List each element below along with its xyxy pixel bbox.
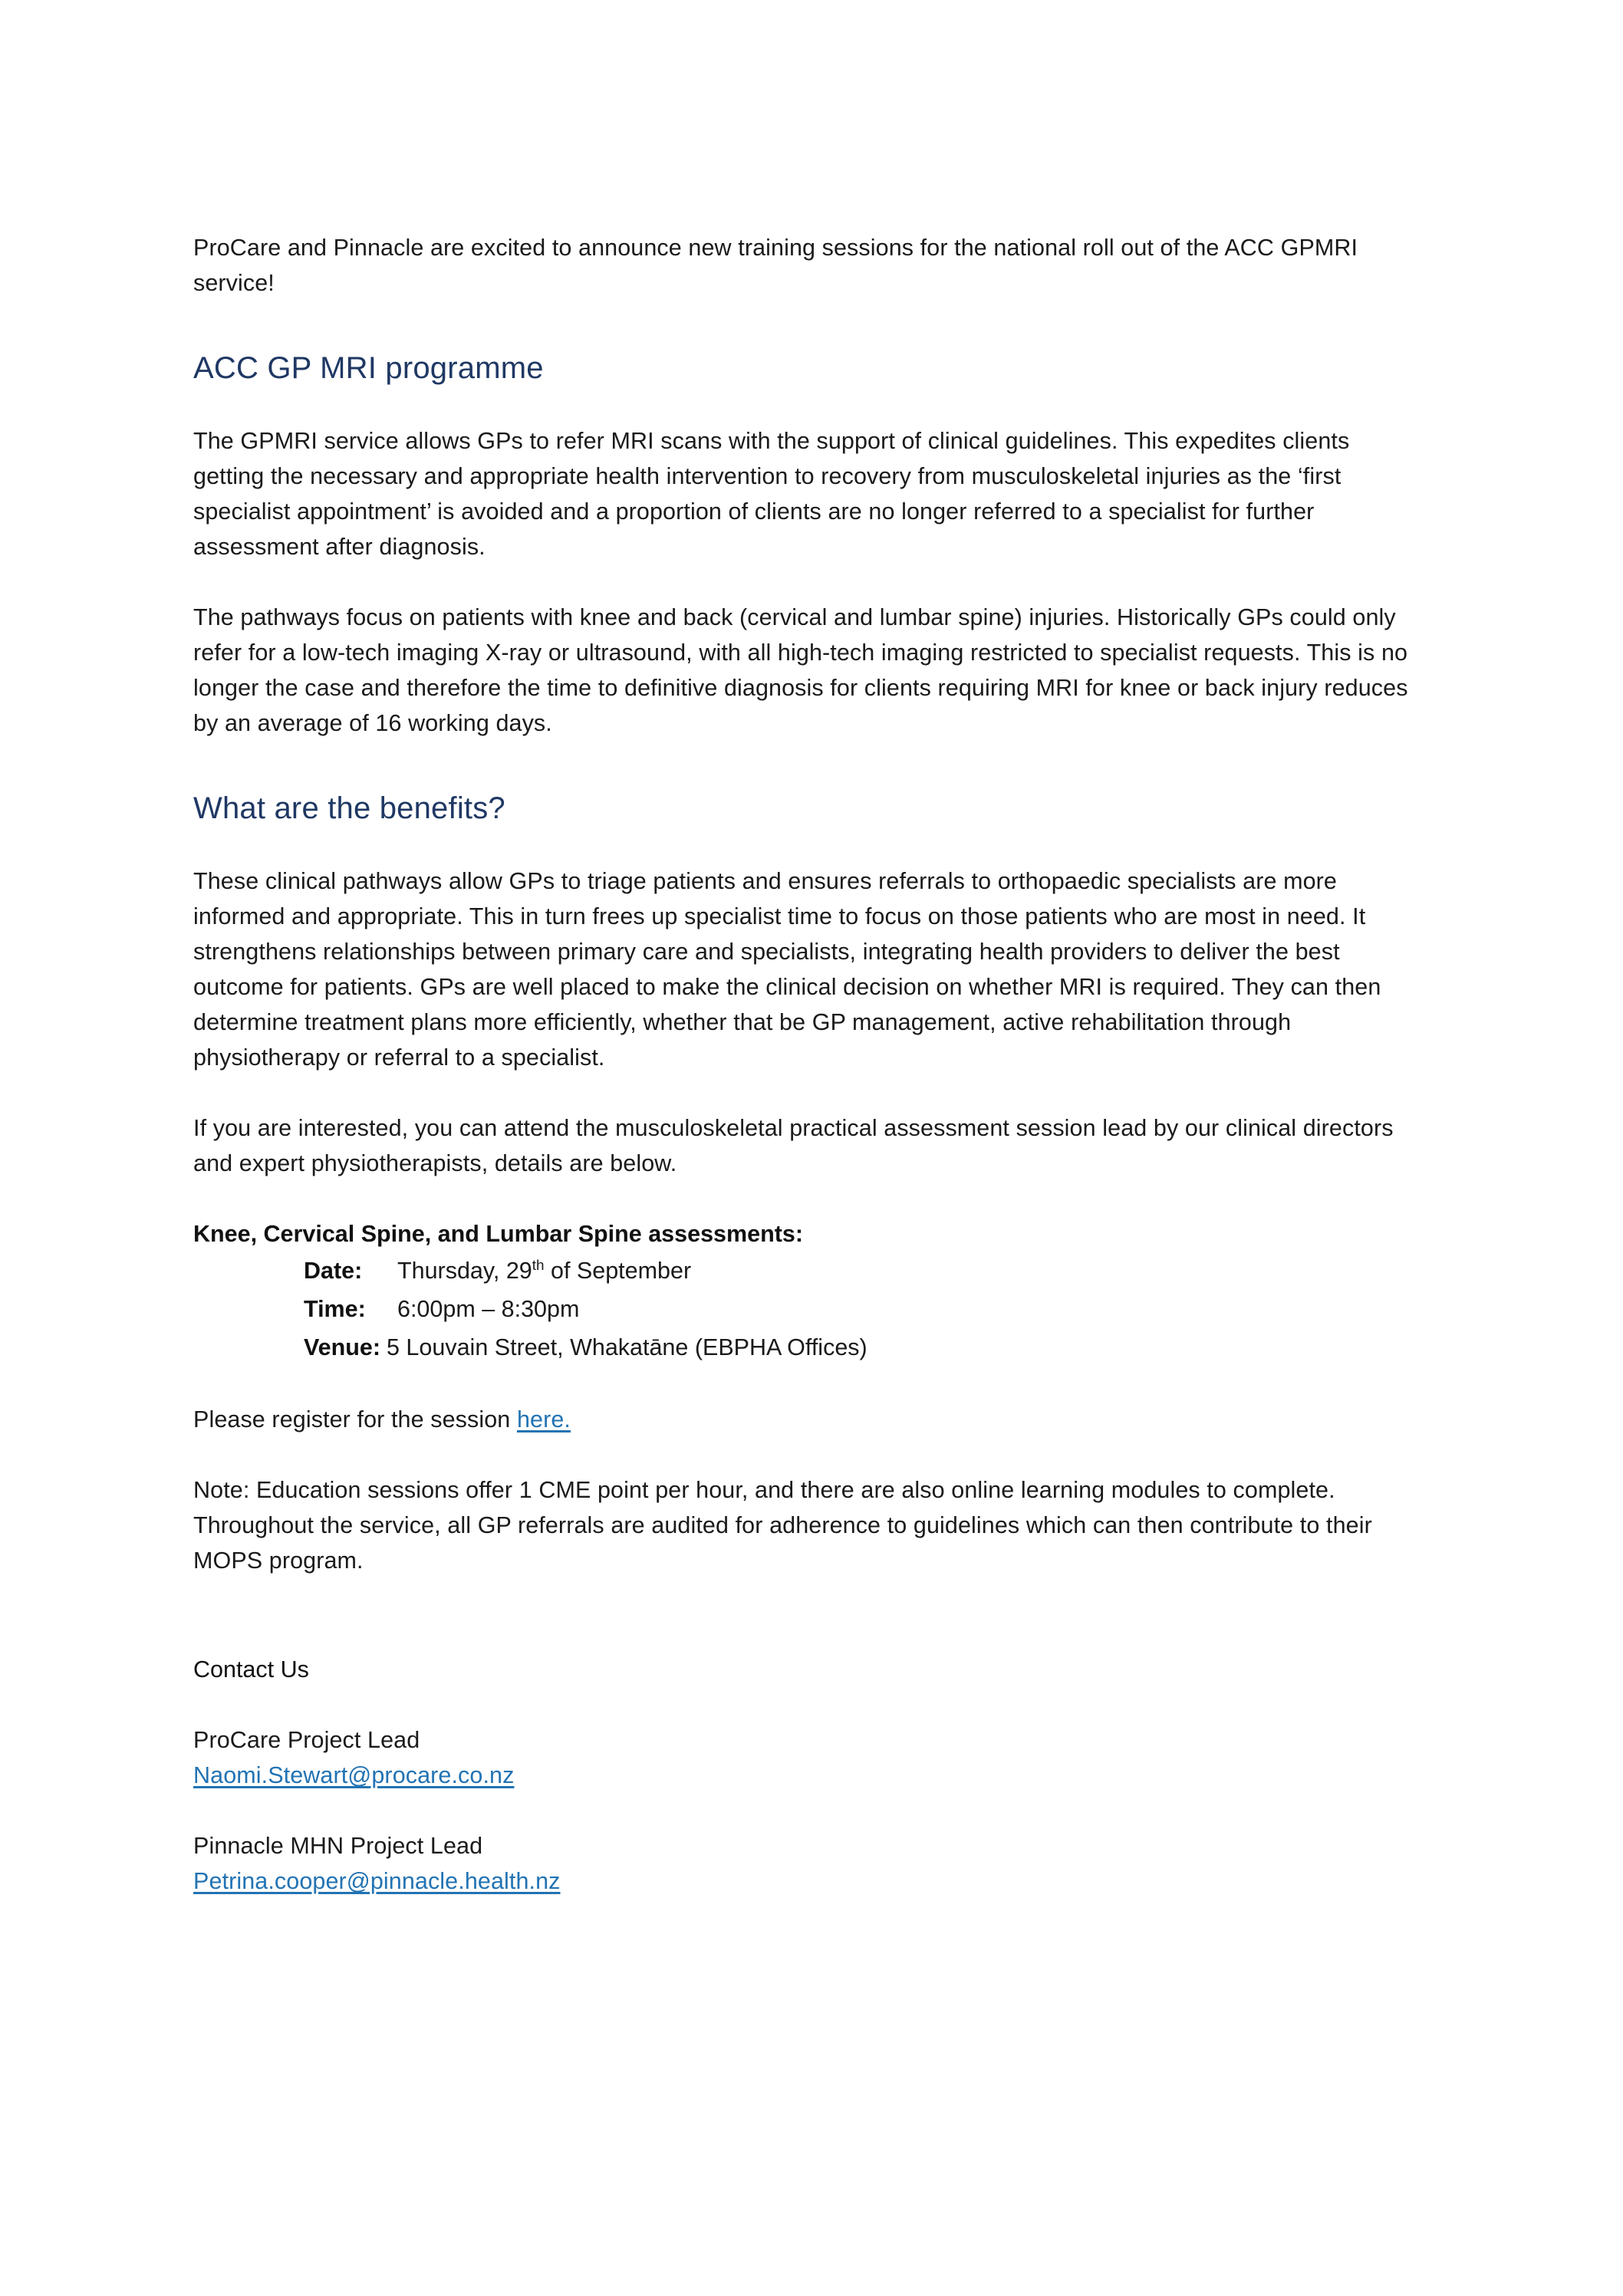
pinnacle-project-lead-role: Pinnacle MHN Project Lead xyxy=(193,1833,483,1859)
spacer xyxy=(193,1687,1427,1722)
date-value xyxy=(384,1252,691,1290)
intro-paragraph: ProCare and Pinnacle are excited to announce new training sessions for the national roll out of the ACC GPMRI service! xyxy=(193,235,1358,296)
session-detail-date xyxy=(193,1252,1427,1290)
venue-value: 5 Louvain Street, Whakatāne (EBPHA Offices) xyxy=(387,1334,867,1360)
document-body xyxy=(193,230,1427,1899)
spacer xyxy=(193,741,1427,788)
procare-project-lead-role: ProCare Project Lead xyxy=(193,1727,420,1753)
paragraph-gpmri-service: The GPMRI service allows GPs to refer MRI scans with the support of clinical guidelines. This expedites clients getting the necessary and appropriate health intervention to recovery from musculoskeletal injuries as the ‘first specialist appointment’ is avoided and a proportion of clients are no longer referred to a specialist for further assessment after diagnosis. xyxy=(193,428,1350,560)
paragraph-pathways: The pathways focus on patients with knee and back (cervical and lumbar spine) injuries. Historically GPs could only refer for a low-tech imaging X-ray or ultrasound, with all high-tech imaging restricted to specialist requests. This is no longer the case and therefore the time to definitive diagnosis for clients requiring MRI for knee or back injury reduces by an average of 16 working days. xyxy=(193,604,1408,736)
session-title: Knee, Cervical Spine, and Lumbar Spine assessments: xyxy=(193,1221,803,1247)
spacer xyxy=(193,1075,1427,1110)
heading-what-are-the-benefits: What are the benefits? xyxy=(193,791,505,825)
pinnacle-email-line xyxy=(193,1863,1427,1899)
paragraph-benefits: These clinical pathways allow GPs to triage patients and ensures referrals to orthopaedic specialists are more informed and appropriate. This in turn frees up specialist time to focus on those patients who are most in need. It strengthens relationships between primary care and specialists, integrating health providers to deliver the best outcome for patients. GPs are well placed to make the clinical decision on whether MRI is required. They can then determine treatment plans more efficiently, whether that be GP management, active rehabilitation through physiotherapy or referral to a specialist. xyxy=(193,868,1381,1071)
date-value-suffix: of September xyxy=(544,1258,692,1284)
spacer xyxy=(193,1578,1427,1652)
spacer xyxy=(193,1367,1427,1402)
register-here-link[interactable]: here. xyxy=(516,1406,571,1433)
spacer xyxy=(193,301,1427,348)
session-detail-time xyxy=(193,1290,1427,1328)
time-label: Time: xyxy=(304,1296,366,1322)
spacer xyxy=(193,1437,1427,1472)
session-details xyxy=(193,1252,1427,1367)
time-value: 6:00pm – 8:30pm xyxy=(397,1296,580,1322)
date-label: Date: xyxy=(304,1258,363,1284)
spacer xyxy=(193,1793,1427,1828)
pinnacle-email-link[interactable]: Petrina.cooper@pinnacle.health.nz xyxy=(193,1868,561,1894)
procare-email-link[interactable]: Naomi.Stewart@procare.co.nz xyxy=(193,1762,515,1788)
date-value-prefix: Thursday, 29 xyxy=(397,1258,532,1284)
spacer xyxy=(193,564,1427,600)
heading-acc-gp-mri-programme: ACC GP MRI programme xyxy=(193,351,544,385)
register-text: Please register for the session xyxy=(193,1406,517,1433)
session-detail-venue xyxy=(193,1328,1427,1367)
venue-label: Venue: xyxy=(304,1334,381,1360)
paragraph-note: Note: Education sessions offer 1 CME point per hour, and there are also online learning modules to complete. Throughout the service, all GP referrals are audited for adherence to guidelines which can then contribute to their MOPS program. xyxy=(193,1477,1372,1574)
spacer xyxy=(193,828,1427,863)
register-line xyxy=(193,1402,1427,1437)
procare-email-line xyxy=(193,1758,1427,1793)
contact-us-heading: Contact Us xyxy=(193,1656,309,1683)
spacer xyxy=(193,388,1427,423)
paragraph-invitation: If you are interested, you can attend the musculoskeletal practical assessment session lead by our clinical directors and expert physiotherapists, details are below. xyxy=(193,1115,1394,1176)
spacer xyxy=(193,1181,1427,1216)
date-ordinal-suffix: th xyxy=(532,1257,545,1274)
